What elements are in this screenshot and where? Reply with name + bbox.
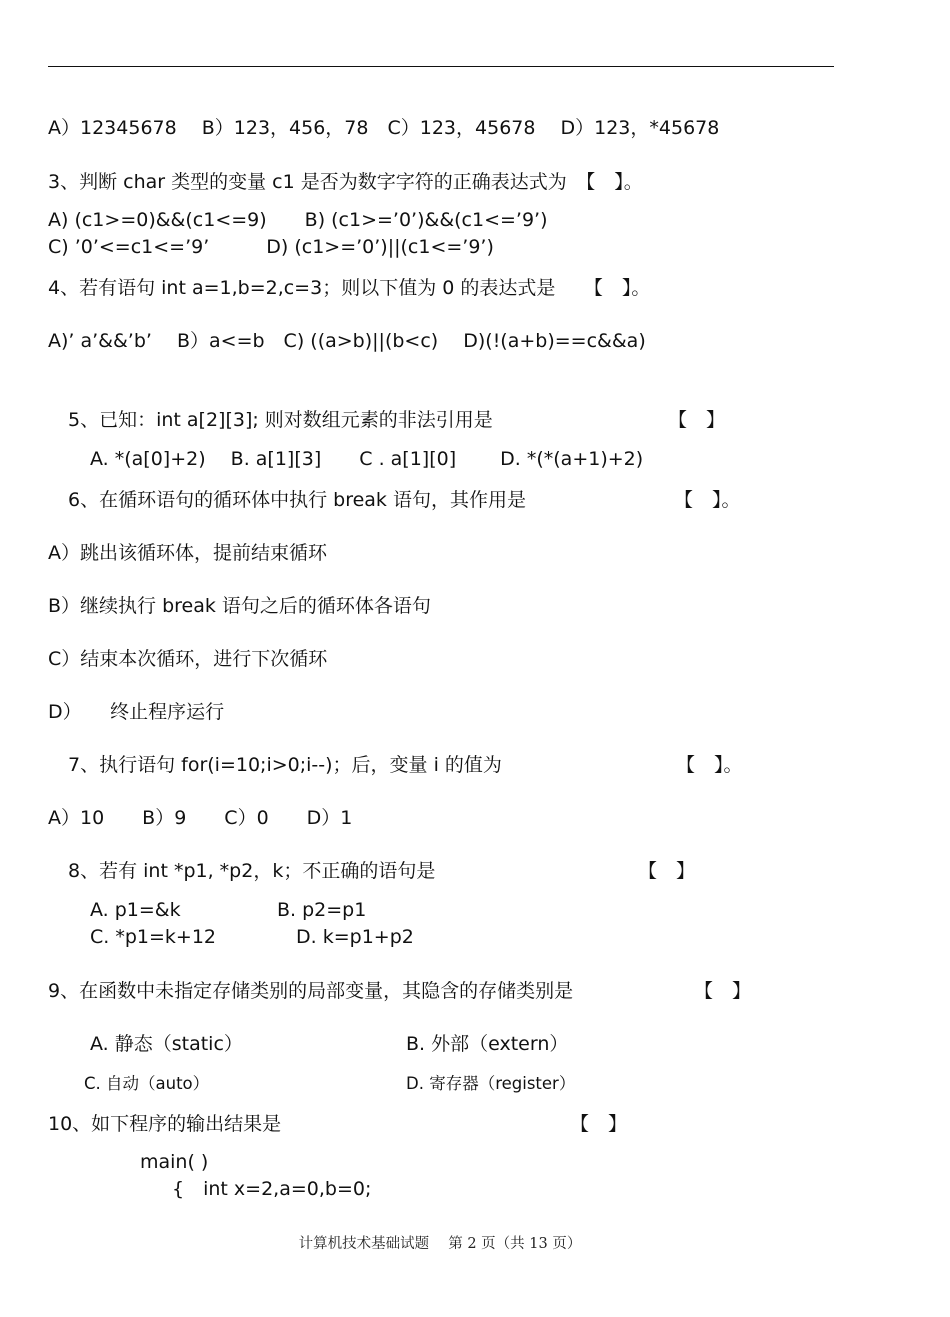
q3-options-cd: C) ’0’<=c1<=’9’ D) (c1>=’0’)||(c1<=’9’)	[48, 236, 494, 258]
q9-option-c: C. 自动（auto）	[84, 1074, 210, 1093]
q8-answer-bracket: 【 】	[638, 860, 696, 882]
q6-option-c: C）结束本次循环，进行下次循环	[48, 648, 328, 670]
q4-options: A)’ a’&&’b’ B）a<=b C) ((a>b)||(b<c) D)(!(a+b)==c&&a)	[48, 330, 646, 352]
q9-option-b: B. 外部（extern）	[406, 1033, 569, 1055]
q5-options: A. *(a[0]+2) B. a[1][3] C . a[1][0] D. *(*(a+1)+2)	[90, 448, 644, 470]
q8-option-d: D. k=p1+p2	[296, 926, 414, 948]
page-footer: 计算机技术基础试题 第 2 页（共 13 页）	[298, 1236, 582, 1252]
q9-option-a: A. 静态（static）	[90, 1033, 243, 1055]
q3-question: 3、判断 char 类型的变量 c1 是否为数字字符的正确表达式为 【 】。	[48, 171, 643, 193]
q3-options-ab: A) (c1>=0)&&(c1<=9) B) (c1>=’0’)&&(c1<=’9’)	[48, 209, 548, 231]
q6-question: 6、在循环语句的循环体中执行 break 语句，其作用是	[68, 489, 526, 511]
q6-option-d: D） 终止程序运行	[48, 701, 225, 723]
q10-question: 10、如下程序的输出结果是	[48, 1113, 282, 1135]
q8-option-a: A. p1=&k	[90, 899, 181, 921]
header-rule	[48, 66, 834, 67]
code-line-1: main( )	[140, 1151, 209, 1173]
q7-answer-bracket: 【 】。	[676, 754, 743, 776]
q8-option-c: C. *p1=k+12	[90, 926, 217, 948]
q5-question: 5、已知：int a[2][3]; 则对数组元素的非法引用是	[68, 409, 493, 431]
q8-option-b: B. p2=p1	[277, 899, 367, 921]
q7-options: A）10 B）9 C）0 D）1	[48, 807, 353, 829]
q9-question: 9、在函数中未指定存储类别的局部变量，其隐含的存储类别是	[48, 980, 574, 1002]
q6-option-a: A）跳出该循环体，提前结束循环	[48, 542, 327, 564]
q6-answer-bracket: 【 】。	[674, 489, 741, 511]
q10-answer-bracket: 【 】	[570, 1113, 628, 1135]
q6-option-b: B）继续执行 break 语句之后的循环体各语句	[48, 595, 431, 617]
q4-question: 4、若有语句 int a=1,b=2,c=3；则以下值为 0 的表达式是 【 】。	[48, 277, 651, 299]
q5-answer-bracket: 【 】	[668, 409, 726, 431]
q9-answer-bracket: 【 】	[694, 980, 752, 1002]
q9-option-d: D. 寄存器（register）	[406, 1074, 576, 1093]
q2-options: A）12345678 B）123，456，78 C）123，45678 D）123，*45678	[48, 117, 720, 139]
q8-question: 8、若有 int *p1, *p2，k；不正确的语句是	[68, 860, 436, 882]
q7-question: 7、执行语句 for(i=10;i>0;i--)；后，变量 i 的值为	[68, 754, 502, 776]
code-line-2: { int x=2,a=0,b=0;	[172, 1178, 372, 1200]
